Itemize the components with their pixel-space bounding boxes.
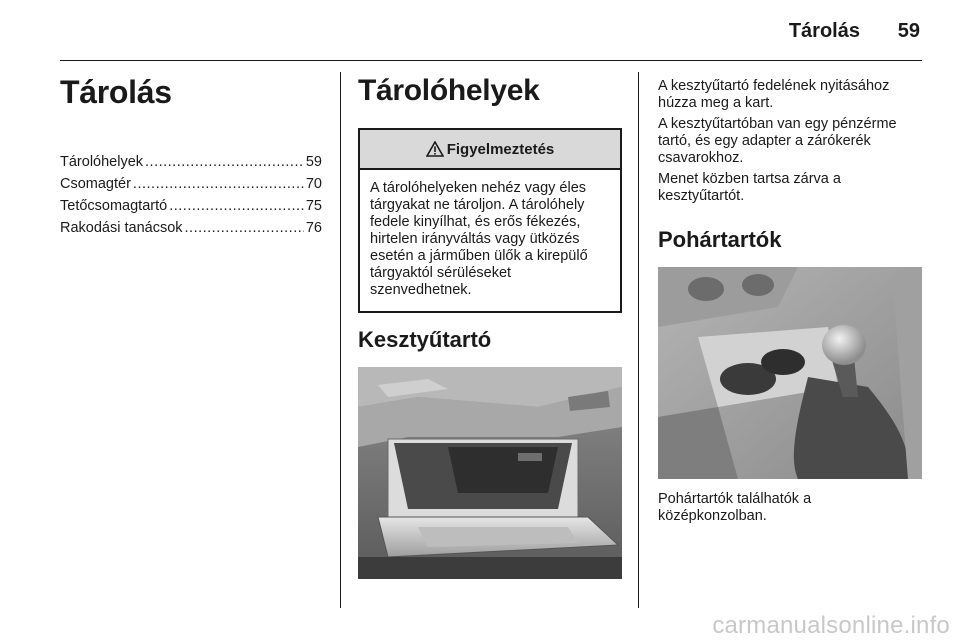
column-divider: [340, 72, 341, 608]
header-divider: [60, 60, 922, 61]
cupholder-illustration: [658, 267, 922, 479]
toc-entry-page: 59: [305, 154, 322, 170]
warning-triangle-icon: [426, 141, 444, 157]
toc-entry[interactable]: [60, 217, 322, 239]
warning-box: [358, 128, 622, 313]
chapter-title: Tárolás: [60, 74, 172, 110]
glovebox-driving-paragraph: Menet közben tartsa zárva a kesztyűtartót.: [658, 171, 841, 204]
toc-entry[interactable]: [60, 173, 322, 195]
glovebox-open-paragraph: A kesztyűtartó fedelének nyitásához húzza meg a kart.: [658, 78, 890, 111]
table-of-contents: [60, 151, 322, 239]
toc-leader-dots: [185, 217, 304, 239]
glovebox-contents-paragraph: A kesztyűtartóban van egy pénzérme tartó, és egy adapter a zárókerék csavarokhoz.: [658, 116, 897, 166]
toc-leader-dots: [133, 173, 304, 195]
toc-entry-label: Rakodási tanácsok: [60, 220, 183, 236]
toc-entry-page: 76: [305, 220, 322, 236]
running-header-title: Tárolás: [788, 20, 860, 42]
toc-entry-page: 70: [305, 176, 322, 192]
toc-entry-label: Tetőcsomagtartó: [60, 198, 168, 214]
chapter-column: [60, 72, 322, 239]
glovebox-title: Kesztyűtartó: [358, 327, 492, 352]
storage-column: [358, 72, 622, 579]
page-number: 59: [897, 20, 920, 42]
glovebox-illustration: [358, 367, 622, 579]
toc-entry[interactable]: [60, 195, 322, 217]
toc-entry-page: 75: [305, 198, 322, 214]
toc-entry-label: Csomagtér: [60, 176, 131, 192]
cupholder-title: Pohártartók: [658, 227, 782, 252]
warning-text: A tárolóhelyeken nehéz vagy éles tárgyakat ne tároljon. A tárolóhely fedele kinyílhat, és erős fékezés, hirtelen irányváltás vagy ütközés esetén a járműben ülők a kirepülő tárgyaktól sérüléseket szenvedhetnek.: [370, 180, 588, 298]
toc-entry-label: Tárolóhelyek: [60, 154, 144, 170]
warning-heading: Figyelmeztetés: [446, 140, 555, 158]
section-title: Tárolóhelyek: [358, 74, 540, 107]
toc-entry[interactable]: [60, 151, 322, 173]
glovebox-photo: [358, 367, 622, 579]
right-column: [658, 72, 922, 529]
toc-leader-dots: [169, 195, 304, 217]
toc-leader-dots: [145, 151, 304, 173]
warning-heading-bar: [360, 130, 620, 170]
cupholder-paragraph: Pohártartók találhatók a középkonzolban.: [658, 491, 812, 524]
column-divider: [638, 72, 639, 608]
watermark: carmanualsonline.info: [712, 612, 950, 639]
cupholder-photo: [658, 267, 922, 479]
